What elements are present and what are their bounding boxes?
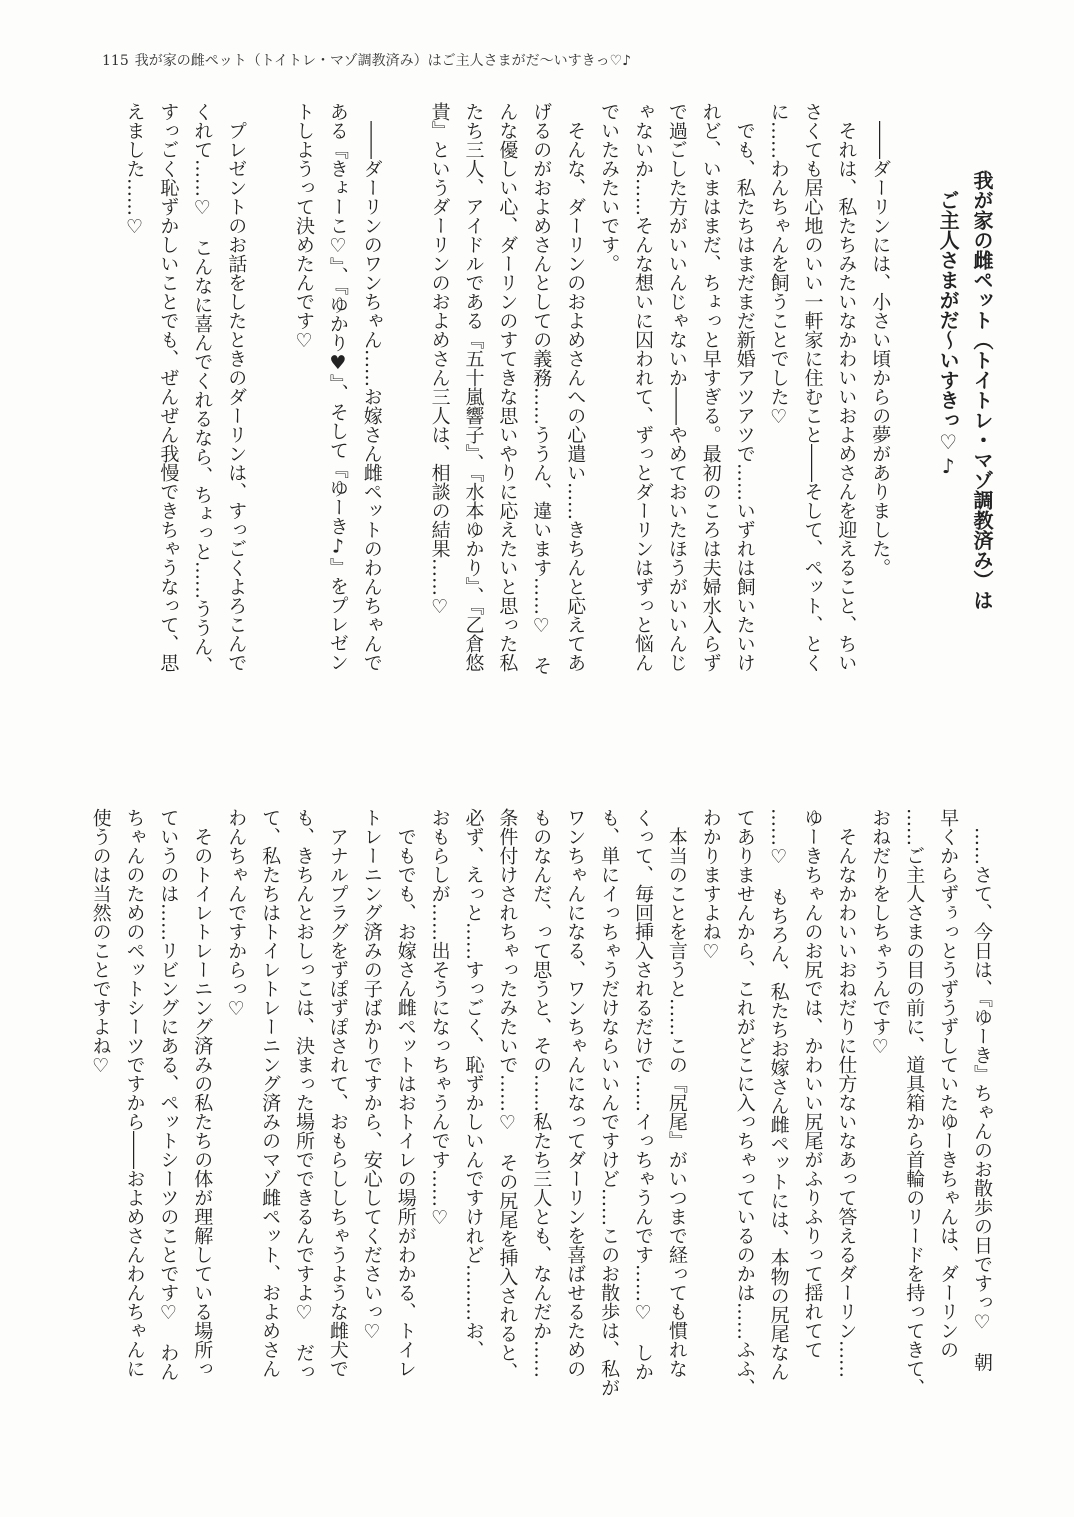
text-line: ――ダーリンのワンちゃん……お嫁さん雌ペットのわんちゃんで (360, 102, 383, 672)
text-line: れど、いまはまだ、ちょっと早すぎる。最初のころは夫婦水入らず (699, 102, 722, 672)
text-line: そのトイレトレーニング済みの私たちの体が理解している場所っ (191, 808, 214, 1378)
text-line: も、きちんとおしっこは、決まった場所でできるんですよ♡ だっ (293, 808, 315, 1381)
chapter-title-line: ご主人さまがだ〜いすきっ♡♪ (936, 190, 961, 478)
text-line: んな優しい心、ダーリンのすてきな思いやりに応えたいと思った私 (496, 102, 519, 672)
text-line: ものなんだ、って思うと、その……私たち三人とも、なんだか…… (530, 808, 553, 1378)
text-line: おもらしが……出そうになっちゃうんです……♡ (428, 808, 451, 1229)
text-line: ……ご主人さまの目の前に、道具箱から首輪のリードを持ってきて、 (903, 808, 926, 1397)
text-line: で過ごした方がいいんじゃないか――やめておいたほうがいいんじ (665, 102, 688, 672)
page-number: 115 (102, 53, 129, 69)
text-line: ゃないか……そんな想いに囚われて、ずっとダーリンはずっと悩ん (632, 102, 654, 672)
text-line: ていうのは……リビングにある、ペットシーツのことです♡ わん (157, 808, 180, 1381)
text-line: 条件付けされちゃったみたいで……♡ その尻尾を挿入されると、 (496, 808, 519, 1381)
text-line: 貴』というダーリンのおよめさん三人は、相談の結果……♡ (428, 102, 451, 618)
running-title: 我が家の雌ペット（トイトレ・マゾ調教済み）はご主人さまがだ〜いすきっ♡♪ (134, 53, 632, 69)
text-line: おねだりをしちゃうんです♡ (869, 808, 892, 1058)
text-line: えました……♡ (123, 102, 146, 238)
text-line: わんちゃんですからっ♡ (225, 808, 248, 1020)
text-line: でも、私たちはまだまだ新婚アツアツで……いずれは飼いたいけ (733, 102, 756, 672)
text-line: わかりますよね♡ (699, 808, 722, 963)
text-line: トしようって決めたんです♡ (293, 102, 315, 352)
text-line: も、単にイっちゃうだけならいいんですけど……このお散歩は、私が (598, 808, 621, 1397)
text-line: トレーニング済みの子ばかりですから、安心してくださいっ♡ (360, 808, 383, 1343)
text-line: くって、毎回挿入されるだけで……イっちゃうんです……♡ しか (632, 808, 654, 1381)
text-line: ……♡ もちろん、私たちお嫁さん雌ペットには、本物の尻尾なん (767, 808, 790, 1381)
running-header (102, 50, 637, 70)
text-line: て、私たちはトイレトレーニング済みのマゾ雌ペット、およめさん (259, 808, 282, 1378)
text-line: ある『きょーこ♡』、『ゆかり♥』、そして『ゆーき♪』をプレゼン (326, 102, 349, 672)
text-line: げるのがおよめさんとしての義務……ううん、違います……♡ そ (530, 102, 553, 675)
text-line: プレゼントのお話をしたときのダーリンは、すっごくよろこんで (225, 102, 248, 672)
text-line: てありませんから、これがどこに入っちゃっているのかは……ふふ、 (733, 808, 756, 1397)
text-line: ワンちゃんになる、ワンちゃんになってダーリンを喜ばせるための (564, 808, 587, 1378)
text-line: そんなかわいいおねだりに仕方ないなあって答えるダーリン…… (835, 808, 858, 1378)
text-line: すっごく恥ずかしいことでも、ぜんぜん我慢できちゃうなって、思 (157, 102, 180, 672)
text-line: それは、私たちみたいなかわいいおよめさんを迎えること、ちい (835, 102, 858, 672)
text-line: さくても居心地のいい一軒家に住むこと――そして、ペット、とく (801, 102, 824, 672)
text-line: ゆーきちゃんのお尻では、かわいい尻尾がふりふりって揺れてて (801, 808, 824, 1359)
text-line: ちゃんのためのペットシーツですから――およめさんわんちゃんに (123, 808, 146, 1378)
text-line: ――ダーリンには、小さい頃からの夢がありました。 (869, 102, 892, 577)
text-line: でもでも、お嫁さん雌ペットはおトイレの場所がわかる、トイレ (394, 808, 417, 1378)
text-line: に……わんちゃんを飼うことでした♡ (767, 102, 790, 428)
text-line: ……さて、今日は、『ゆーき』ちゃんのお散歩の日ですっ♡ 朝 (971, 808, 993, 1372)
text-line: 早くからずぅっとうずうずしていたゆーきちゃんは、ダーリンの (937, 808, 960, 1359)
text-line: アナルプラグをずぽずぽされて、おもらししちゃうような雌犬で (326, 808, 349, 1378)
chapter-title-line: 我が家の雌ペット（トイトレ・マゾ調教済み）は (970, 170, 994, 610)
text-line: 本当のことを言うと……この『尻尾』がいつまで経っても慣れな (665, 808, 688, 1378)
text-line: くれて……♡ こんなに喜んでくれるなら、ちょっと……ううん、 (191, 102, 214, 675)
text-line: 使うのは当然のことですよね♡ (89, 808, 112, 1077)
text-line: でいたみたいです。 (598, 102, 621, 273)
text-line: たち三人、アイドルである『五十嵐響子』、『水本ゆかり』、『乙倉悠 (462, 102, 485, 672)
text-line: 必ず、えっと……すっごく、恥ずかしいんですけれど………お、 (462, 808, 485, 1359)
text-line: そんな、ダーリンのおよめさんへの心遣い……きちんと応えてあ (564, 102, 587, 672)
